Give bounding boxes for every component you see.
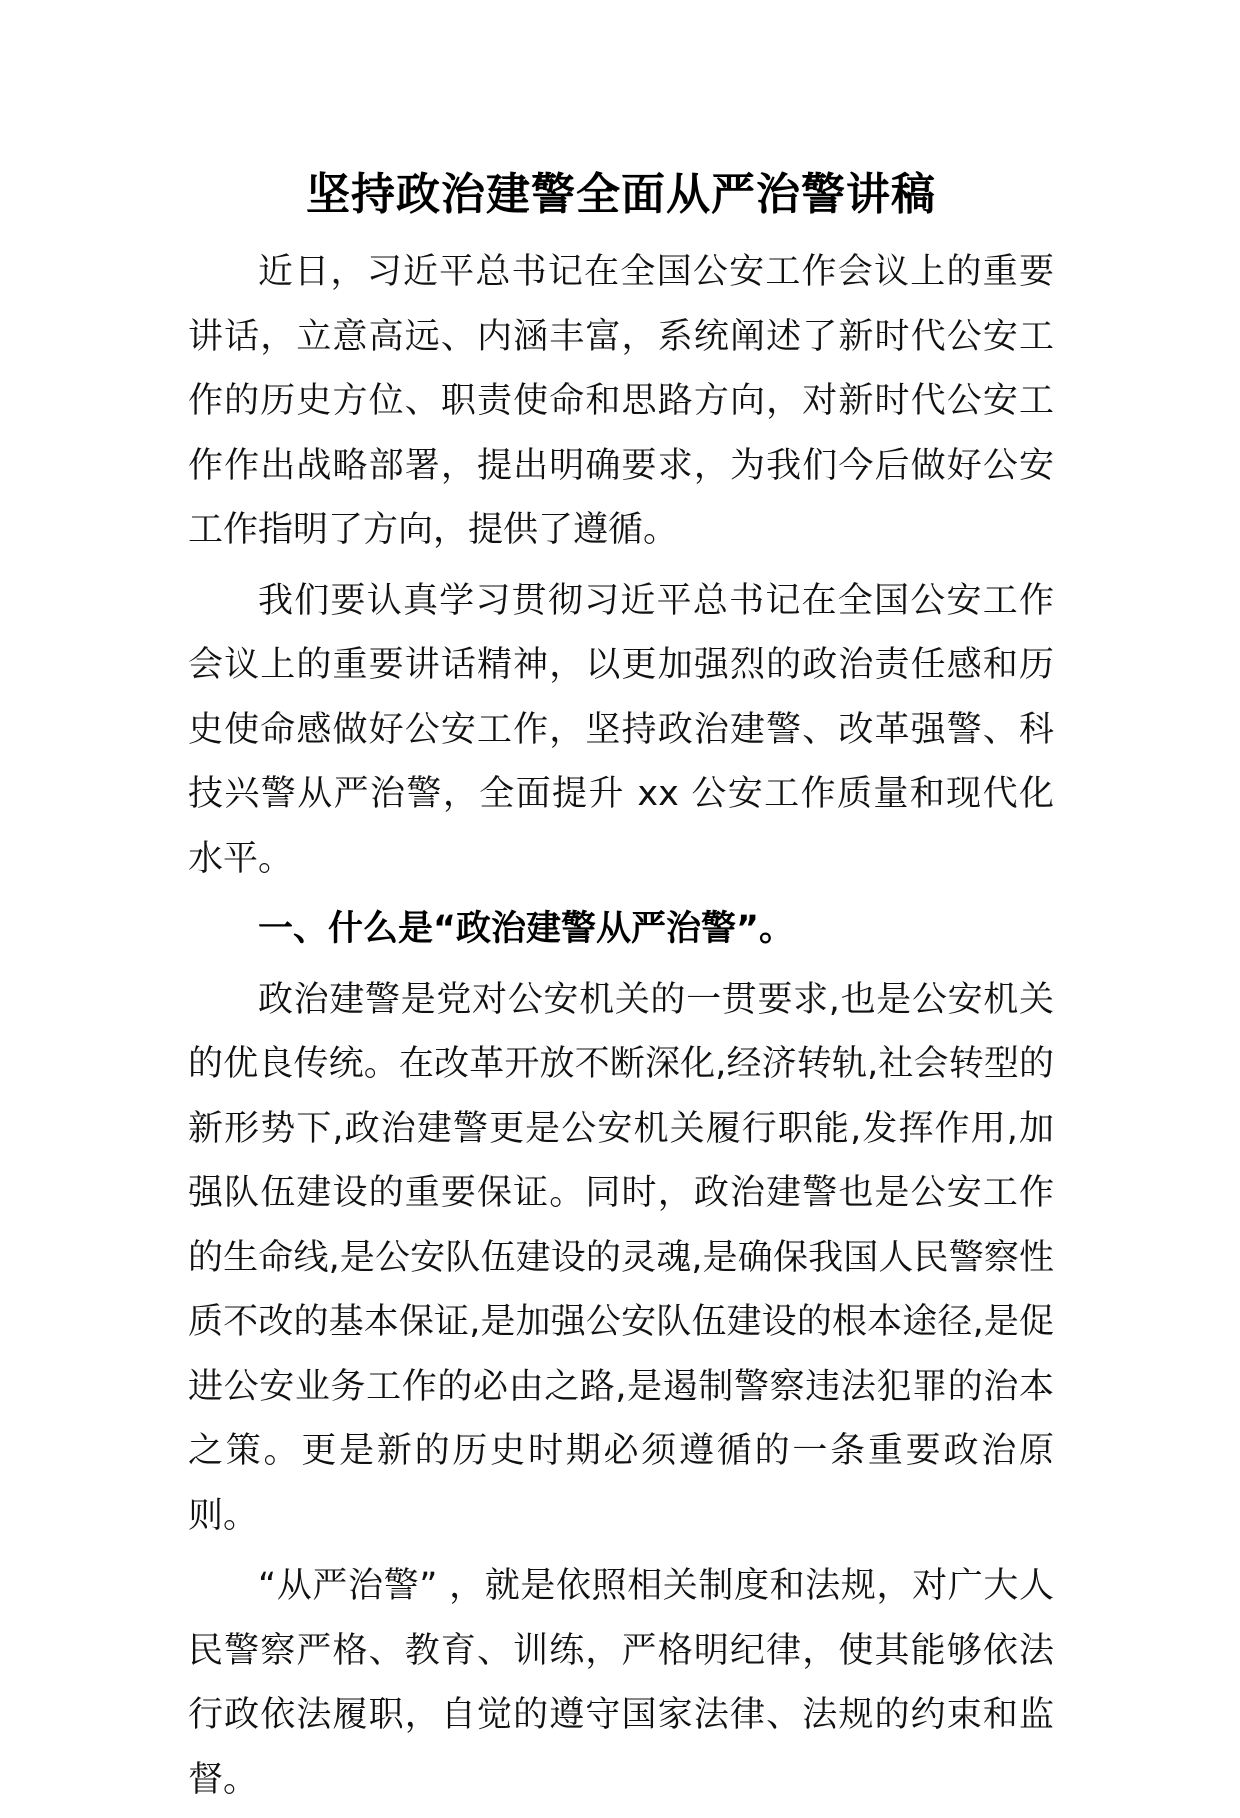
section-1-paragraph-1: 政治建警是党对公安机关的一贯要求,也是公安机关的优良传统。在改革开放不断深化,经济转轨,社会转型的新形势下,政治建警更是公安机关履行职能,发挥作用,加强队伍建设的重要保证。同时，政治建警也是公安工作的生命线,是公安队伍建设的灵魂,是确保我国人民警察性质不改的基本保证,是加强公安队伍建设的根本途径,是促进公安业务工作的必由之路,是遏制警察违法犯罪的治本之策。更是新的历史时期必须遵循的一条重要政治原则。	[188, 979, 1054, 1536]
intro-paragraph-1: 近日，习近平总书记在全国公安工作会议上的重要讲话，立意高远、内涵丰富，系统阐述了新时代公安工作的历史方位、职责使命和思路方向，对新时代公安工作作出战略部署，提出明确要求，为我们今后做好公安工作指明了方向，提供了遵循。	[188, 252, 1054, 550]
intro-paragraph-2: 我们要认真学习贯彻习近平总书记在全国公安工作会议上的重要讲话精神，以更加强烈的政治责任感和历史使命感做好公安工作，坚持政治建警、改革强警、科技兴警从严治警，全面提升 xx 公安工作质量和现代化水平。	[188, 580, 1054, 879]
section-1-paragraph-2: “从严治警” ，就是依照相关制度和法规，对广大人民警察严格、教育、训练，严格明纪律，使其能够依法行政依法履职，自觉的遵守国家法律、法规的约束和监督。	[188, 1566, 1054, 1800]
document-page	[188, 150, 1054, 1818]
document-title: 坚持政治建警全面从严治警讲稿	[306, 169, 936, 220]
section-1-heading: 一、什么是“政治建警从严治警”。	[258, 909, 795, 949]
